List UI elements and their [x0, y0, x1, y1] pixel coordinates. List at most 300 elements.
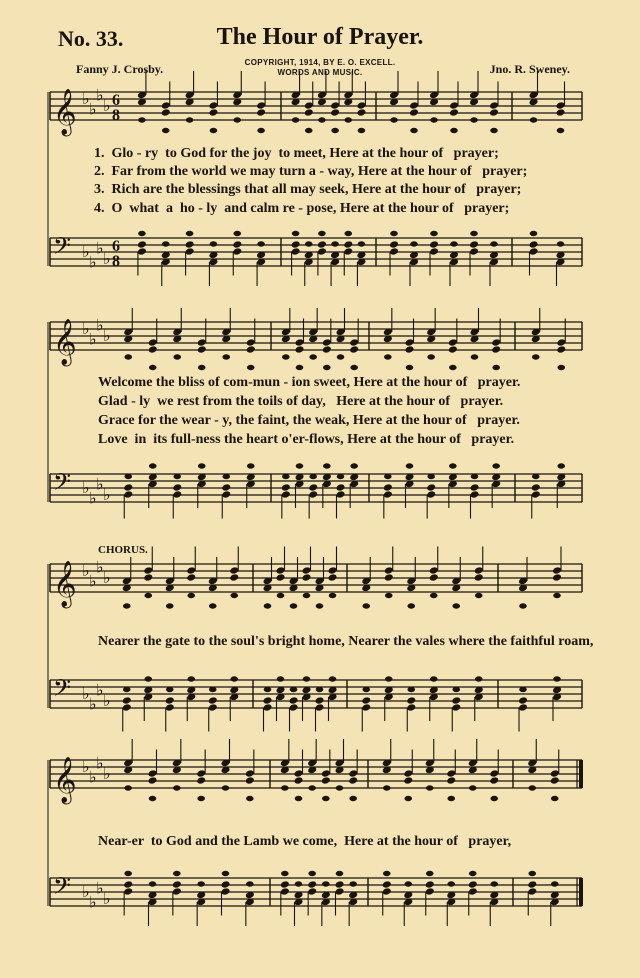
note-head [295, 796, 303, 801]
note-head [490, 128, 498, 133]
chorus-line-2: Near-er to God and the Lamb we come, Here at the hour of prayer, [98, 834, 512, 849]
note-head [166, 687, 174, 692]
note-head [322, 345, 332, 354]
note-head [349, 345, 359, 354]
flat-icon: ♭ [82, 319, 90, 338]
note-head [172, 483, 182, 492]
note-head [426, 483, 436, 492]
note-head [149, 881, 157, 886]
note-head [172, 880, 182, 889]
note-head [469, 240, 479, 249]
note-head [233, 231, 241, 236]
note-head [490, 881, 498, 886]
note-head [429, 573, 439, 582]
note-head [149, 463, 157, 468]
note-head [264, 603, 272, 608]
note-head [384, 474, 392, 479]
note-head [173, 474, 181, 479]
flat-icon: ♭ [82, 561, 90, 580]
note-head [530, 231, 538, 236]
note-head [356, 108, 366, 117]
note-head [166, 603, 174, 608]
note-head [448, 345, 458, 354]
note-head [519, 687, 527, 692]
note-heads [122, 71, 566, 926]
note-head [280, 880, 290, 889]
note-head [490, 796, 498, 801]
note-head [426, 785, 434, 790]
note-head [124, 354, 132, 359]
flat-icon: ♭ [103, 485, 111, 504]
note-head [309, 474, 317, 479]
note-head [343, 240, 353, 249]
flat-icon: ♭ [82, 478, 90, 497]
note-head [295, 881, 303, 886]
note-head [210, 128, 218, 133]
note-head [124, 871, 132, 876]
note-head [257, 241, 265, 246]
poet-credit: Fanny J. Crosby. [76, 62, 164, 76]
note-head [430, 676, 438, 681]
note-head [550, 776, 560, 785]
note-head [148, 345, 158, 354]
note-head [173, 871, 181, 876]
note-head [123, 603, 131, 608]
note-head [292, 231, 300, 236]
note-head [122, 696, 132, 705]
verse-line-3: 3. Rich are the blessings that all may seek, Here at the hour of prayer; [94, 182, 522, 197]
note-head [449, 108, 459, 117]
note-head [331, 128, 339, 133]
flat-icon: ♭ [103, 764, 111, 783]
note-head [528, 871, 536, 876]
note-head [383, 785, 391, 790]
note-head [447, 881, 455, 886]
note-head [230, 676, 238, 681]
note-head [407, 603, 415, 608]
bass-clef-icon: 𝄢 [53, 674, 72, 707]
flat-icon: ♭ [103, 691, 111, 710]
note-head [490, 241, 498, 246]
final-barline-thick [579, 760, 583, 788]
note-head [304, 108, 314, 117]
note-head [527, 880, 537, 889]
note-head [246, 345, 256, 354]
note-head [406, 463, 414, 468]
flat-icon: ♭ [96, 753, 104, 773]
verse-line-4: 4. O what a ho - ly and calm re - pose, Here at the hour of prayer; [94, 201, 510, 216]
note-head [551, 796, 559, 801]
note-head [322, 796, 330, 801]
note-head [404, 881, 412, 886]
note-head [281, 483, 291, 492]
note-head [289, 696, 299, 705]
note-head [492, 365, 500, 370]
note-head [321, 776, 331, 785]
note-head [389, 240, 399, 249]
note-head [186, 573, 196, 582]
note-head [469, 785, 477, 790]
note-head [390, 231, 398, 236]
note-head [222, 474, 230, 479]
note-head [471, 474, 479, 479]
note-head [257, 128, 265, 133]
note-head [232, 240, 242, 249]
note-head [452, 687, 460, 692]
note-head [187, 593, 195, 598]
flat-icon: ♭ [82, 684, 90, 703]
note-head [221, 483, 231, 492]
note-head [350, 365, 358, 370]
note-head [469, 871, 477, 876]
flat-icon: ♭ [96, 557, 104, 577]
note-head [383, 871, 391, 876]
note-head [233, 117, 241, 122]
note-head [405, 345, 415, 354]
note-head [450, 241, 458, 246]
note-head [318, 231, 326, 236]
note-head [449, 365, 457, 370]
note-head [474, 573, 484, 582]
flat-icon: ♭ [89, 892, 97, 912]
note-head [451, 696, 461, 705]
note-head [305, 128, 313, 133]
flat-icon: ♭ [89, 488, 97, 508]
note-head [427, 474, 435, 479]
verse-line-4-second-half: Love in its full-ness the heart o'er-flows, Here at the hour of prayer. [98, 432, 515, 447]
note-head [337, 354, 345, 359]
time-signature-numerator: 6 [112, 92, 120, 109]
flat-icon: ♭ [96, 878, 104, 898]
flat-icon: ♭ [96, 680, 104, 700]
note-head [246, 796, 254, 801]
note-head [528, 785, 536, 790]
note-head [247, 463, 255, 468]
note-head [468, 880, 478, 889]
note-head [187, 676, 195, 681]
flat-icon: ♭ [89, 694, 97, 714]
note-head [349, 881, 357, 886]
note-head [173, 785, 181, 790]
note-head [329, 676, 337, 681]
note-head [290, 603, 298, 608]
note-head [384, 573, 394, 582]
hymn-number: No. 33. [58, 26, 124, 51]
flat-icon: ♭ [96, 85, 104, 105]
note-head [198, 365, 206, 370]
note-head [406, 365, 414, 370]
note-head [518, 696, 528, 705]
note-head [427, 354, 435, 359]
flat-icon: ♭ [89, 571, 97, 591]
note-head [276, 573, 286, 582]
note-head [384, 354, 392, 359]
bass-clef-icon: 𝄢 [53, 872, 72, 905]
note-head [162, 241, 170, 246]
note-head [161, 108, 171, 117]
note-head [281, 785, 289, 790]
flat-icon: ♭ [103, 326, 111, 345]
note-head [336, 785, 344, 790]
note-head [519, 603, 527, 608]
note-head [406, 696, 416, 705]
note-head [551, 881, 559, 886]
flat-icon: ♭ [82, 882, 90, 901]
note-head [307, 880, 317, 889]
time-signature-denominator: 8 [112, 253, 120, 270]
note-head [390, 117, 398, 122]
note-head [210, 241, 218, 246]
flat-icon: ♭ [82, 242, 90, 261]
note-head [362, 687, 370, 692]
note-head [331, 241, 339, 246]
note-head [124, 474, 132, 479]
note-head [186, 231, 194, 236]
note-head [277, 593, 285, 598]
note-head [489, 776, 499, 785]
note-head [229, 573, 239, 582]
verse-line-2: 2. Far from the world we may turn a - way, Here at the hour of prayer; [94, 164, 528, 179]
note-head [209, 603, 217, 608]
note-head [492, 463, 500, 468]
flat-icon: ♭ [89, 329, 97, 349]
note-head [316, 603, 324, 608]
note-head [350, 463, 358, 468]
note-head [403, 776, 413, 785]
note-head [447, 796, 455, 801]
copyright-subline: WORDS AND MUSIC. [277, 68, 363, 77]
note-head [282, 474, 290, 479]
note-head [197, 345, 207, 354]
note-head [383, 483, 393, 492]
flat-icon: ♭ [82, 89, 90, 108]
note-head [529, 240, 539, 249]
note-head [186, 117, 194, 122]
flat-icon: ♭ [96, 474, 104, 494]
flat-icon: ♭ [103, 96, 111, 115]
note-head [328, 573, 338, 582]
flat-icon: ♭ [103, 568, 111, 587]
note-head [532, 354, 540, 359]
note-head [358, 128, 366, 133]
note-head [282, 354, 290, 359]
note-head [470, 231, 478, 236]
hymn-title: The Hour of Prayer. [216, 24, 424, 50]
note-head [290, 687, 298, 692]
note-head [137, 240, 147, 249]
note-head [323, 463, 331, 468]
note-head [385, 593, 393, 598]
note-head [449, 463, 457, 468]
note-head [410, 128, 418, 133]
note-head [277, 676, 285, 681]
note-head [344, 231, 352, 236]
note-head [556, 108, 566, 117]
note-head [143, 573, 153, 582]
flat-icon: ♭ [89, 99, 97, 119]
note-head [318, 117, 326, 122]
note-head [471, 354, 479, 359]
flat-icon: ♭ [89, 767, 97, 787]
treble-clef-icon: 𝄞 [53, 89, 77, 135]
note-head [491, 345, 501, 354]
note-head [309, 354, 317, 359]
note-head [144, 676, 152, 681]
note-head [303, 593, 311, 598]
note-head [382, 880, 392, 889]
note-head [173, 354, 181, 359]
flat-icon: ♭ [96, 315, 104, 335]
note-head [470, 117, 478, 122]
verse-line-3-second-half: Grace for the wear - y, the faint, the weak, Here at the hour of prayer. [98, 413, 520, 428]
note-head [296, 365, 304, 370]
note-head [281, 871, 289, 876]
flat-icon: ♭ [103, 889, 111, 908]
note-head [264, 687, 272, 692]
note-head [291, 240, 301, 249]
note-head [410, 241, 418, 246]
note-head [557, 241, 565, 246]
note-head [308, 483, 318, 492]
verse-line-1-second-half: Welcome the bliss of com-mun - ion sweet, Here at the hour of prayer. [98, 375, 521, 390]
note-head [361, 696, 371, 705]
treble-clef-icon: 𝄞 [53, 757, 77, 803]
note-head [123, 687, 131, 692]
note-head [475, 593, 483, 598]
note-head [557, 128, 565, 133]
note-head [336, 483, 346, 492]
note-head [557, 463, 565, 468]
note-head [344, 117, 352, 122]
note-head [165, 696, 175, 705]
note-head [530, 117, 538, 122]
note-head [296, 463, 304, 468]
note-head [196, 776, 206, 785]
note-head [316, 687, 324, 692]
note-head [385, 676, 393, 681]
note-head [208, 696, 218, 705]
note-head [362, 603, 370, 608]
note-head [557, 365, 565, 370]
note-head [358, 241, 366, 246]
chorus-label: CHORUS. [98, 544, 148, 556]
note-head [148, 776, 158, 785]
note-head [446, 776, 456, 785]
note-head [317, 240, 327, 249]
note-head [556, 345, 566, 354]
note-head [198, 463, 206, 468]
bass-clef-icon: 𝄢 [53, 468, 72, 501]
note-head [149, 796, 157, 801]
note-head [247, 365, 255, 370]
composer-credit: Jno. R. Sweney. [489, 62, 570, 76]
note-head [315, 696, 325, 705]
note-head [452, 603, 460, 608]
note-head [429, 240, 439, 249]
note-head [329, 593, 337, 598]
note-head [138, 117, 146, 122]
note-head [222, 871, 230, 876]
note-head [349, 796, 357, 801]
flat-icon: ♭ [89, 252, 97, 272]
final-barline-thick [579, 878, 583, 906]
note-head [149, 365, 157, 370]
chorus-line-1: Nearer the gate to the soul's bright home, Nearer the vales where the faithful roam, [98, 634, 594, 649]
note-head [475, 676, 483, 681]
note-head [553, 676, 561, 681]
note-head [553, 593, 561, 598]
note-head [123, 483, 133, 492]
note-head [407, 687, 415, 692]
note-head [305, 241, 313, 246]
note-head [330, 108, 340, 117]
note-head [531, 483, 541, 492]
note-head [336, 871, 344, 876]
note-head [138, 231, 146, 236]
note-head [124, 785, 132, 790]
note-head [404, 796, 412, 801]
note-head [295, 345, 305, 354]
note-head [426, 871, 434, 876]
verse-line-1: 1. Glo - ry to God for the joy to meet, Here at the hour of prayer; [94, 146, 499, 161]
time-signature-numerator: 6 [112, 238, 120, 255]
note-head [308, 785, 316, 790]
note-head [552, 573, 562, 582]
note-head [230, 593, 238, 598]
note-head [532, 474, 540, 479]
note-head [425, 880, 435, 889]
note-head [430, 117, 438, 122]
treble-clef-icon: 𝄞 [53, 561, 77, 607]
note-head [256, 108, 266, 117]
note-head [302, 573, 312, 582]
flat-icon: ♭ [96, 238, 104, 258]
note-head [294, 776, 304, 785]
time-signature-denominator: 8 [112, 107, 120, 124]
note-head [335, 880, 345, 889]
note-head [208, 108, 218, 117]
note-head [430, 231, 438, 236]
note-head [246, 881, 254, 886]
note-head [303, 676, 311, 681]
note-head [245, 776, 255, 785]
note-head [144, 593, 152, 598]
note-head [197, 881, 205, 886]
note-head [348, 776, 358, 785]
note-head [162, 128, 170, 133]
note-head [263, 696, 273, 705]
note-head [222, 354, 230, 359]
flat-icon: ♭ [103, 249, 111, 268]
copyright-line: COPYRIGHT, 1914, BY E. O. EXCELL. [244, 58, 396, 67]
note-head [292, 117, 300, 122]
note-head [409, 108, 419, 117]
note-head [221, 880, 231, 889]
note-head [308, 871, 316, 876]
note-head [197, 796, 205, 801]
note-head [322, 881, 330, 886]
note-head [337, 474, 345, 479]
note-head [430, 593, 438, 598]
treble-clef-icon: 𝄞 [53, 319, 77, 365]
note-head [450, 128, 458, 133]
flat-icon: ♭ [82, 757, 90, 776]
verse-line-2-second-half: Glad - ly we rest from the toils of day, Here at the hour of prayer. [98, 394, 504, 409]
bass-clef-icon: 𝄢 [53, 232, 72, 265]
note-head [185, 240, 195, 249]
note-head [470, 483, 480, 492]
note-head [209, 687, 217, 692]
